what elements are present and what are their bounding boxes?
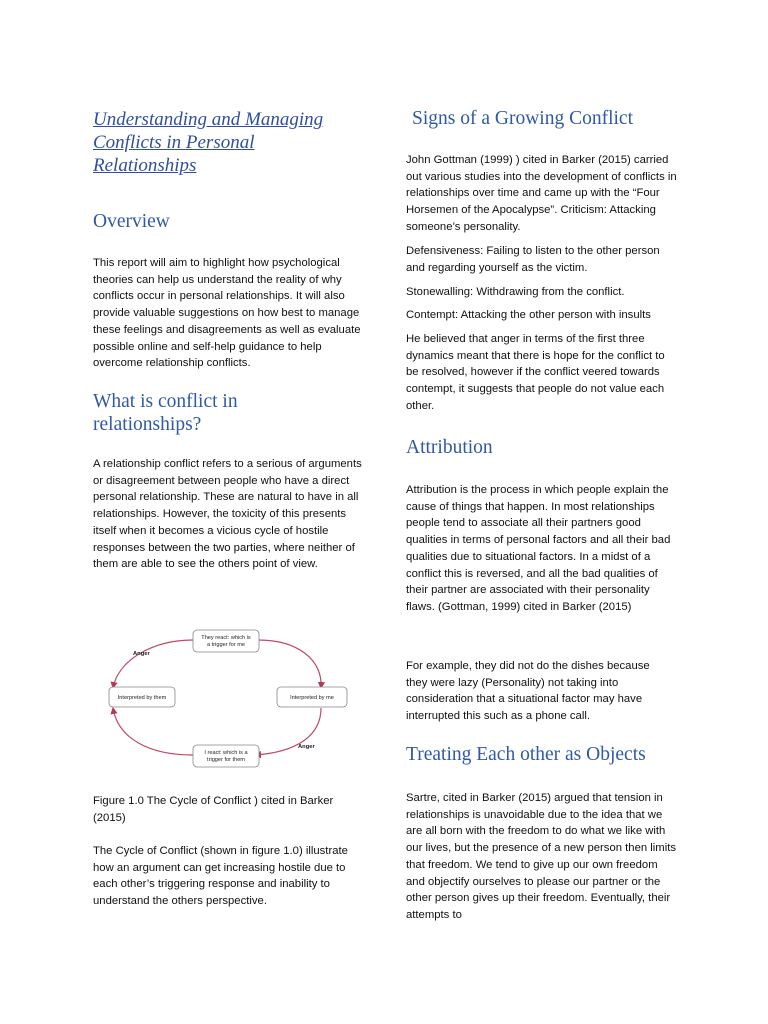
title-line-1: Understanding and Managing (93, 109, 324, 130)
attribution-paragraph: Attribution is the process in which people explain the cause of things that happen. In most relationships people tend to associate all their partners good qualities in terms of personal factors and all their bad qualities due to situational factors. In a midst of a conflict this is reversed, and all the bad qualities of their partner are associated with their personality flaws. (Gottman, 1999) cited in Barker (2015) (406, 484, 671, 613)
title-line-2: Conflicts in Personal (93, 132, 255, 153)
figure-box-left (109, 687, 175, 707)
anger-label-bottom: Anger (298, 744, 315, 750)
objects-paragraph: Sartre, cited in Barker (2015) argued that tension in relationships is unavoidable due to the idea that we are all born with the freedom to do what we like with our lives, but the presence of a new person then limits that freedom. We tend to give up our own freedom and objectify ourselves to please our partner or the other person gives up their freedom. Eventually, their attempts to (406, 792, 677, 921)
arrow-top-right (258, 640, 321, 688)
overview-paragraph: This report will aim to highlight how psychological theories can help us understand the reality of why conflicts occur in personal relationships. It will also provide valuable suggestions on how best to manage these feelings and disagreements as well as evaluate possible online and self-help guidance to help overcome relationship conflicts. (93, 257, 361, 370)
contempt-paragraph: Contempt: Attacking the other person with insults (406, 309, 651, 321)
arrow-top-left (113, 640, 193, 688)
figure-box-top-label: They react: which is a trigger for me (201, 635, 251, 648)
anger-paragraph: He believed that anger in terms of the first three dynamics meant that there is hope for the conflict to be resolved, however if the conflict veered towards contempt, it suggests that people do not value each other. (406, 333, 665, 412)
what-is-conflict-heading: What is conflict in relationships? (93, 391, 238, 435)
cycle-paragraph: The Cycle of Conflict (shown in figure 1.0) illustrate how an argument can get increasing hostile due to each other’s triggering response and inability to understand the others perspective. (93, 845, 348, 908)
title-line-3: Relationships (93, 155, 197, 176)
overview-heading: Overview (93, 211, 170, 232)
figure-box-left-label: Interpreted by them (117, 695, 167, 701)
figure-box-right-label: Interpreted by me (290, 695, 334, 701)
arrow-bottom-left (113, 708, 193, 755)
anger-label-top: Anger (133, 651, 150, 657)
attribution-heading: Attribution (406, 437, 493, 458)
figure-box-bottom-label: I react: which is a trigger for them (204, 750, 248, 763)
figure-caption: Figure 1.0 The Cycle of Conflict ) cited in Barker (2015) (93, 795, 334, 824)
what-is-conflict-paragraph: A relationship conflict refers to a serious of arguments or disagreement between people who have a direct personal relationship. These are natural to have in all relationships. However, the toxicity of this presents itself when it becomes a vicious cycle of hostile responses between the two parties, where neither of them are able to see the others point of view. (93, 458, 362, 571)
document-title (93, 108, 363, 177)
stonewalling-paragraph: Stonewalling: Withdrawing from the conflict. (406, 286, 625, 298)
figure-box-right (277, 687, 347, 707)
signs-intro-paragraph: John Gottman (1999) ) cited in Barker (2015) carried out various studies into the development of conflicts in relationships over time and came up with the “Four Horsemen of the Apocalypse”. Criticism: Attacking someone’s personality. (406, 154, 677, 233)
figure-box-top (193, 630, 259, 652)
cycle-of-conflict-figure (93, 620, 351, 772)
figure-box-bottom (193, 745, 259, 767)
objects-heading: Treating Each other as Objects (406, 744, 646, 765)
attribution-example-paragraph: For example, they did not do the dishes because they were lazy (Personality) not taking into consideration that a situational factor may have interrupted this such as a phone call. (406, 660, 650, 723)
signs-heading: Signs of a Growing Conflict (412, 108, 633, 129)
defensiveness-paragraph: Defensiveness: Failing to listen to the other person and regarding yourself as the victim. (406, 245, 660, 274)
